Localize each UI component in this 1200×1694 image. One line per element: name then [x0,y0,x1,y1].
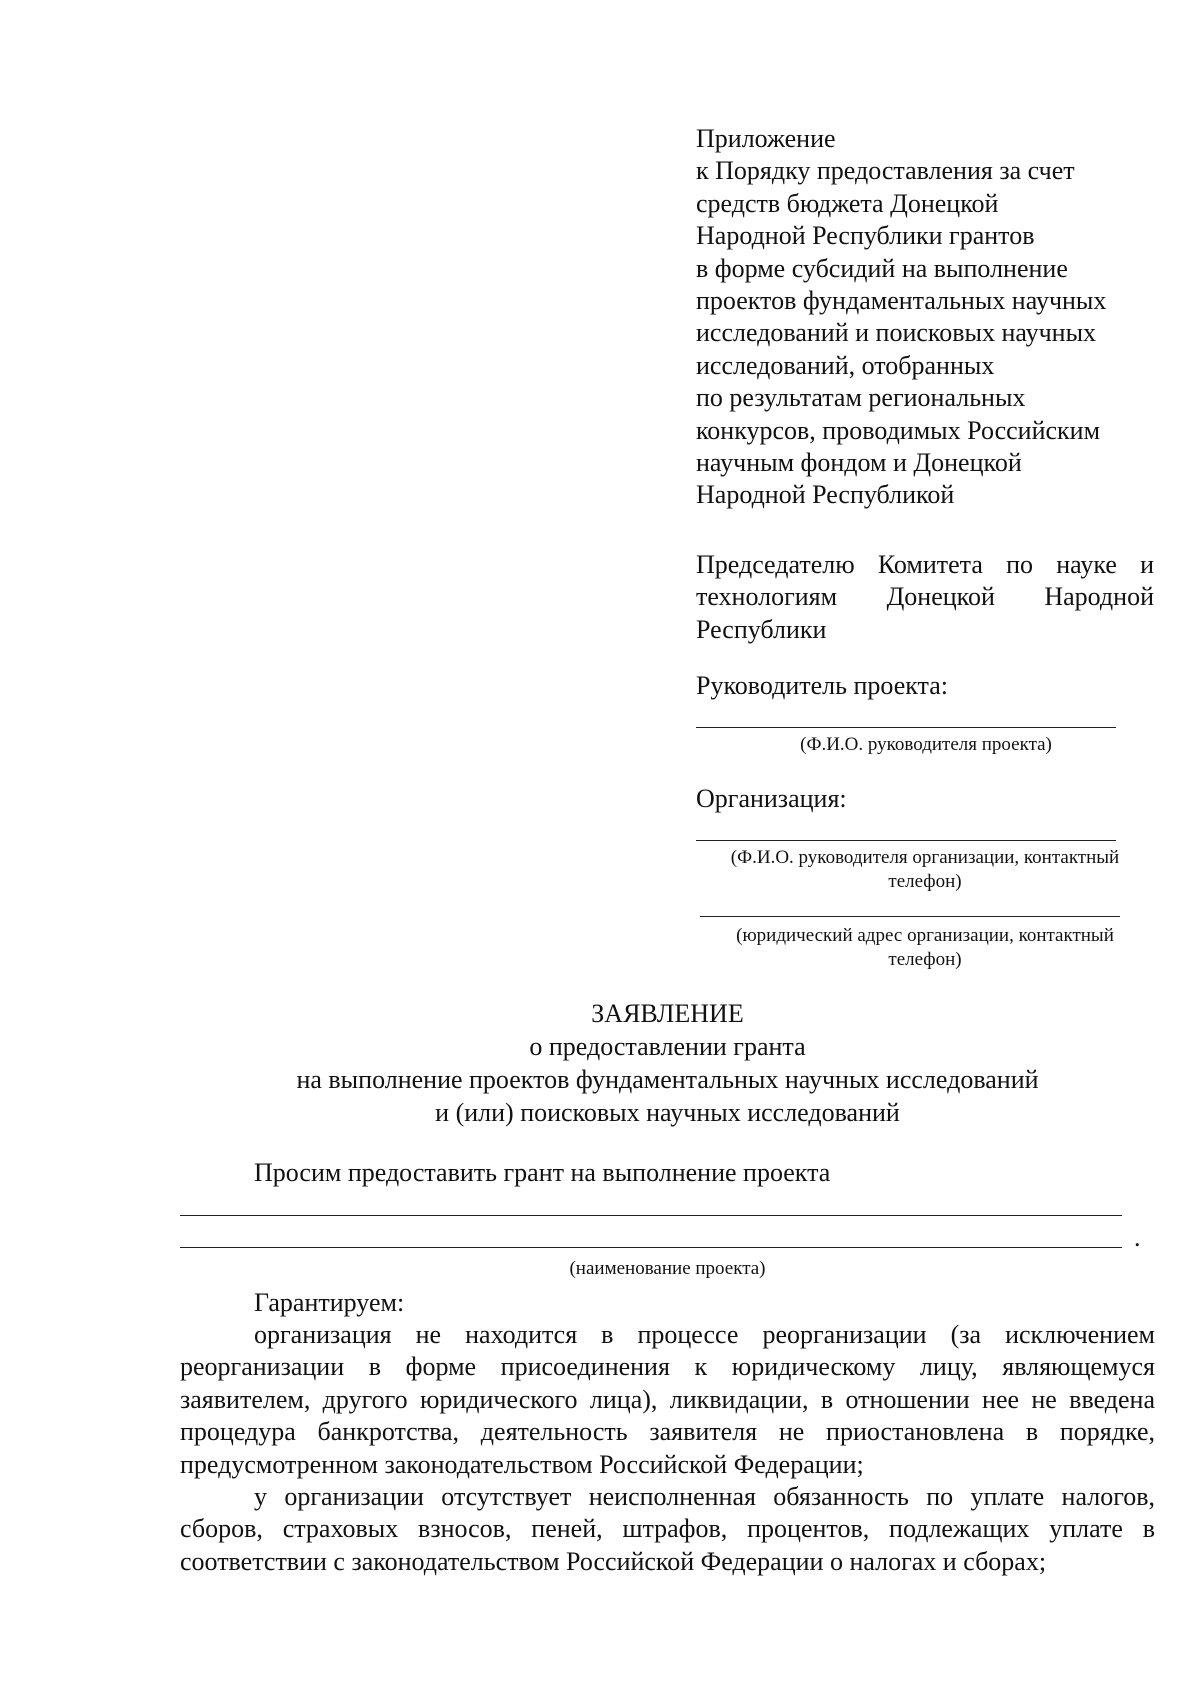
guarantee-body [180,1319,1155,1578]
appendix-header [696,123,1154,512]
organization-label: Организация: [696,784,847,813]
guarantee-paragraph: организация не находится в процессе реорганизации (за исключением реорганизации в форме присоединения к юридическому лицу, являющемуся заявителем, другого юридического лица), ликвидации, в отношении нее не введена процедура банкротства, деятельность заявителя не приостановлена в порядке, предусмотренном законодательством Российской Федерации; [180,1320,1155,1479]
appendix-line: конкурсов, проводимых Российским [696,415,1101,445]
organization-head-caption-line2: телефон) [888,871,962,892]
project-name-line-1 [180,1215,1122,1216]
project-leader-line [696,727,1116,728]
statement-subtitle-line: на выполнение проектов фундаментальных научных исследований [296,1065,1039,1094]
statement-subtitle-line: и (или) поисковых научных исследований [435,1098,900,1127]
appendix-line: к Порядку предоставления за счет [696,156,1075,186]
organization-head-line [696,840,1116,841]
project-leader-label: Руководитель проекта: [696,671,949,700]
project-name-end-mark: . [1134,1223,1141,1252]
organization-address-line [700,916,1120,917]
organization-address-caption-line2: телефон) [888,949,962,970]
organization-address-caption-line1: (юридический адрес организации, контактный [736,925,1114,946]
appendix-line: исследований, отобранных [696,350,995,380]
guarantee-paragraph: у организации отсутствует неисполненная обязанность по уплате налогов, сборов, страховых взносов, пеней, штрафов, процентов, подлежащих уплате в соответствии с законодательством Российской Федерации о налогах и сборах; [180,1482,1155,1576]
appendix-title: Приложение [696,124,836,153]
appendix-line: в форме субсидий на выполнение [696,253,1068,283]
appendix-line: по результатам региональных [696,383,1026,413]
request-line: Просим предоставить грант на выполнение проекта [254,1158,831,1187]
statement-title: ЗАЯВЛЕНИЕ [591,999,744,1028]
guarantee-label: Гарантируем: [254,1288,405,1317]
project-name-caption: (наименование проекта) [569,1258,766,1279]
appendix-line: Народной Республики грантов [696,221,1035,251]
project-name-line-2 [180,1247,1122,1248]
project-leader-caption: (Ф.И.О. руководителя проекта) [800,734,1052,755]
appendix-line: научным фондом и Донецкой [696,448,1022,478]
addressee: Председателю Комитета по науке и технологиям Донецкой Народной Республики [696,550,1154,644]
appendix-line: средств бюджета Донецкой [696,188,999,218]
appendix-line: исследований и поисковых научных [696,318,1097,348]
organization-head-caption-line1: (Ф.И.О. руководителя организации, контактный [730,847,1120,868]
appendix-line: Народной Республикой [696,480,955,510]
statement-subtitle-line: о предоставлении гранта [529,1032,806,1061]
appendix-line: проектов фундаментальных научных [696,286,1107,316]
